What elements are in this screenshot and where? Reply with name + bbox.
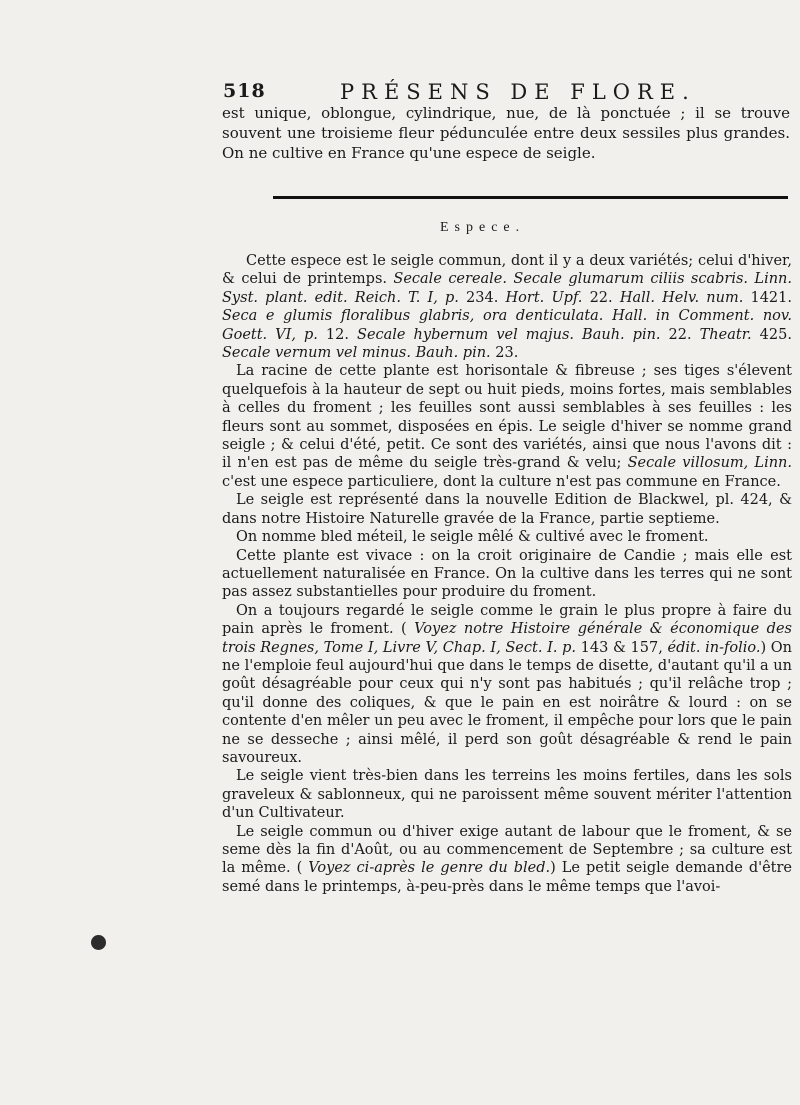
paragraph-4: On nomme bled méteil, le seigle mêlé & cultivé avec le froment. xyxy=(236,529,709,546)
running-title: PRÉSENS DE FLORE. xyxy=(340,80,696,104)
section-rule xyxy=(273,196,788,199)
paragraph-2: La racine de cette plante est horisontale & fibreuse ; ses tiges s'élevent quelquefois à la hauteur de sept ou huit pieds, moins fortes, mais semblables à celles du froment ; les feuilles sont aussi semblables à ses feuilles : les fleurs sont au sommet, disposées en épis. Le seigle d'hiver se nomme grand seigle ; & celui d'été, petit. Ce sont des variétés, ainsi que nous l'avons dit : il n'en est pas de même du seigle très-grand & velu; Secale villosum, Linn. c'est une espece particuliere, dont la culture n'est pas commune en France. xyxy=(222,363,792,490)
paragraph-3: Le seigle est représenté dans la nouvelle Edition de Blackwel, pl. 424, & dans notre Histoire Naturelle gravée de la France, partie septieme. xyxy=(222,492,792,527)
ink-dot-mark xyxy=(91,935,106,950)
paragraph-8: Le seigle commun ou d'hiver exige autant de labour que le froment, & se seme dès la fin d'Août, ou au commencement de Septembre ; sa culture est la même. ( Voyez ci-après le genre du bled.) Le petit seigle demande d'être semé dans le printemps, à-peu-près dans le même temps que l'avoi- xyxy=(222,823,793,895)
section-heading: Espece. xyxy=(440,220,526,235)
paragraph-1: Cette espece est le seigle commun, dont il y a deux variétés; celui d'hiver, & celui de printemps. Secale cereale. Secale glumarum ciliis scabris. Linn. Syst. plant. edit. Reich. T. I, p. 234. Hort. Upf. 22. Hall. Helv. num. 1421. Seca e glumis floralibus glabris, ora denticulata. Hall. in Comment. nov. Goett. VI, p. 12. Secale hybernum vel majus. Bauh. pin. 22. Theatr. 425. Secale vernum vel minus. Bauh. pin. 23. xyxy=(222,253,792,362)
paragraph-7: Le seigle vient très-bien dans les terreins les moins fertiles, dans les sols graveleux & sablonneux, qui ne paroissent même souvent mériter l'attention d'un Cultivateur. xyxy=(222,768,792,822)
intro-text xyxy=(222,103,790,163)
paragraph-5: Cette plante est vivace : on la croit originaire de Candie ; mais elle est actuellement naturalisée en France. On la cultive dans les terres qui ne sont pas assez substantielles pour produire du froment. xyxy=(222,547,792,601)
paragraph-6: On a toujours regardé le seigle comme le grain le plus propre à faire du pain après le froment. ( Voyez notre Histoire générale & économique des trois Regnes, Tome I, Livre V, Chap. I, Sect. I. p. 143 & 157, édit. in-folio.) On ne l'emploie feul aujourd'hui que dans le temps de disette, d'autant qu'il a un goût désagréable pour ceux qui n'y sont pas habitués ; qu'il relâche trop ; qu'il donne des coliques, & que le pain en est noirâtre & lourd : on se contente d'en mêler un peu avec le froment, il empêche pour lors que le pain ne se desseche ; ainsi mêlé, il perd son goût désagréable & rend le pain savoureux. xyxy=(222,602,792,766)
intro-paragraph: est unique, oblongue, cylindrique, nue, de là ponctuée ; il se trouve souvent une troisieme fleur pédunculée entre deux sessiles plus grandes. On ne cultive en France qu'une espece de seigle. xyxy=(222,104,790,162)
body-text xyxy=(222,252,792,896)
page-number: 518 xyxy=(223,80,266,102)
